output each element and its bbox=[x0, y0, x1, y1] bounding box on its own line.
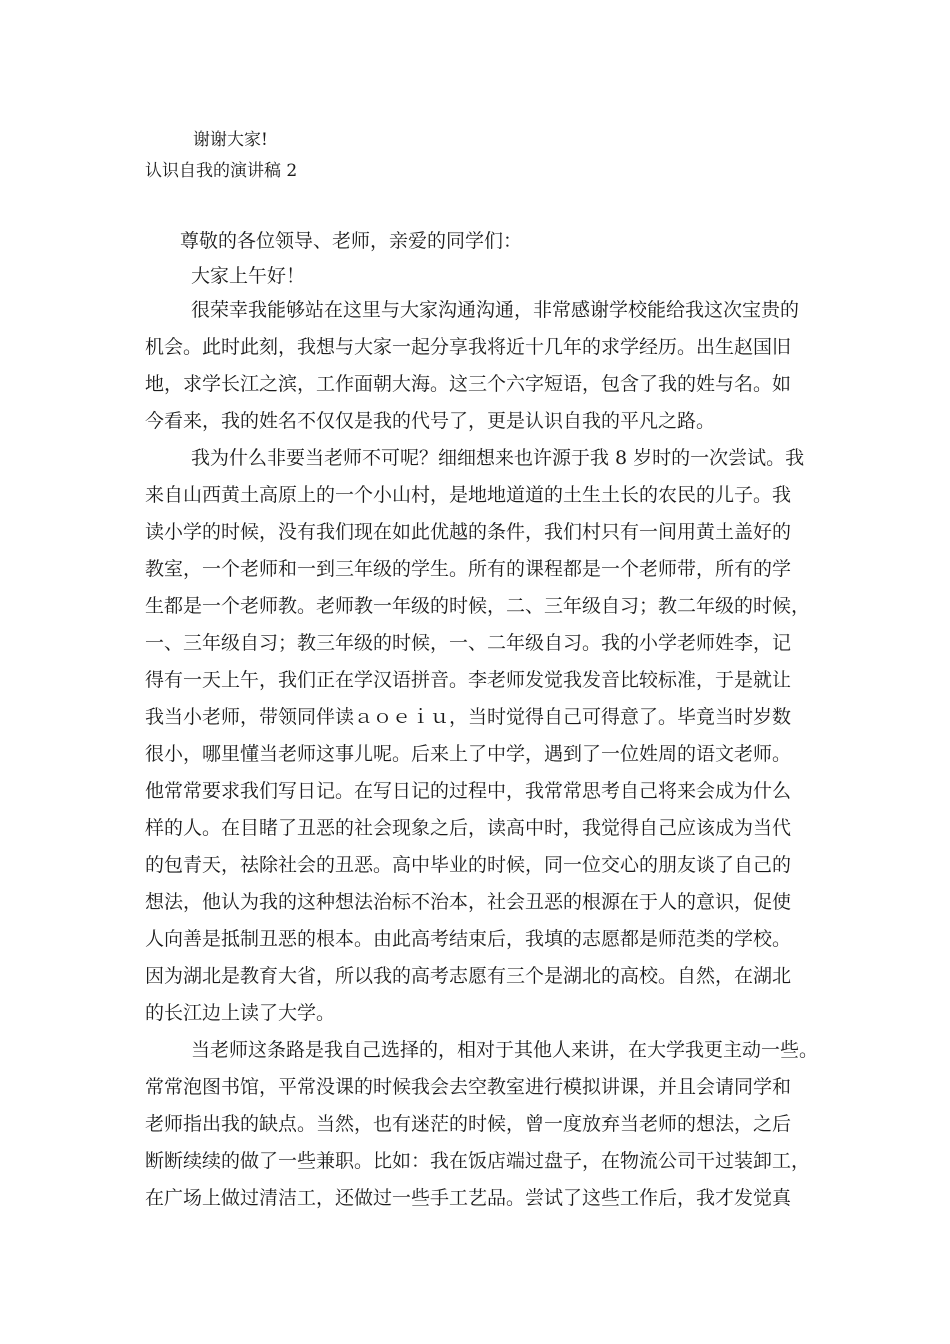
closing-line: 谢谢大家! bbox=[193, 130, 268, 150]
paragraph-3-line: 当老师这条路是我自己选择的，相对于其他人来讲，在大学我更主动一些。 bbox=[191, 1039, 819, 1061]
paragraph-2-line: 样的人。在目睹了丑恶的社会现象之后，读高中时，我觉得自己应该成为当代 bbox=[145, 817, 792, 839]
paragraph-2-line: 的长江边上读了大学。 bbox=[145, 1002, 336, 1024]
paragraph-3-line: 在广场上做过清洁工，还做过一些手工艺品。尝试了这些工作后，我才发觉真 bbox=[145, 1187, 792, 1209]
paragraph-1-line: 今看来，我的姓名不仅仅是我的代号了，更是认识自我的平凡之路。 bbox=[145, 410, 716, 432]
paragraph-1-line: 地，求学长江之滨，工作面朝大海。这三个六字短语，包含了我的姓与名。如 bbox=[145, 373, 792, 395]
paragraph-2-line: 他常常要求我们写日记。在写日记的过程中，我常常思考自己将来会成为什么 bbox=[145, 780, 792, 802]
greeting: 大家上午好！ bbox=[191, 265, 306, 287]
paragraph-2-line: 的包青天，祛除社会的丑恶。高中毕业的时候，同一位交心的朋友谈了自己的 bbox=[145, 854, 792, 876]
paragraph-2-line: 一、三年级自习；教三年级的时候，一、二年级自习。我的小学老师姓李，记 bbox=[145, 632, 792, 654]
salutation: 尊敬的各位领导、老师，亲爱的同学们： bbox=[180, 230, 523, 252]
paragraph-3-line: 老师指出我的缺点。当然，也有迷茫的时候，曾一度放弃当老师的想法，之后 bbox=[145, 1113, 792, 1135]
paragraph-2-line: 想法，他认为我的这种想法治标不治本，社会丑恶的根源在于人的意识，促使 bbox=[145, 891, 792, 913]
paragraph-2-line: 很小，哪里懂当老师这事儿呢。后来上了中学，遇到了一位姓周的语文老师。 bbox=[145, 743, 792, 765]
paragraph-3-line: 断断续续的做了一些兼职。比如：我在饭店端过盘子，在物流公司干过装卸工， bbox=[145, 1150, 811, 1172]
paragraph-2-line: 读小学的时候，没有我们现在如此优越的条件，我们村只有一间用黄土盖好的 bbox=[145, 521, 792, 543]
paragraph-1-line: 很荣幸我能够站在这里与大家沟通沟通，非常感谢学校能给我这次宝贵的 bbox=[191, 299, 800, 321]
paragraph-2-line: 人向善是抵制丑恶的根本。由此高考结束后，我填的志愿都是师范类的学校。 bbox=[145, 928, 792, 950]
speech-title: 认识自我的演讲稿 2 bbox=[145, 161, 298, 181]
paragraph-2-line: 我当小老师，带领同伴读ａｏｅｉｕ，当时觉得自己可得意了。毕竟当时岁数 bbox=[145, 706, 792, 728]
paragraph-3-line: 常常泡图书馆，平常没课的时候我会去空教室进行模拟讲课，并且会请同学和 bbox=[145, 1076, 792, 1098]
paragraph-2-line: 生都是一个老师教。老师教一年级的时候，二、三年级自习；教二年级的时候， bbox=[145, 595, 811, 617]
paragraph-2-line: 来自山西黄土高原上的一个小山村，是地地道道的土生土长的农民的儿子。我 bbox=[145, 484, 792, 506]
paragraph-2-line: 我为什么非要当老师不可呢？细细想来也许源于我 8 岁时的一次尝试。我 bbox=[191, 447, 805, 469]
paragraph-1-line: 机会。此时此刻，我想与大家一起分享我将近十几年的求学经历。出生赵国旧 bbox=[145, 336, 792, 358]
paragraph-2-line: 因为湖北是教育大省，所以我的高考志愿有三个是湖北的高校。自然，在湖北 bbox=[145, 965, 792, 987]
paragraph-2-line: 得有一天上午，我们正在学汉语拼音。李老师发觉我发音比较标准，于是就让 bbox=[145, 669, 792, 691]
paragraph-2-line: 教室，一个老师和一到三年级的学生。所有的课程都是一个老师带，所有的学 bbox=[145, 558, 792, 580]
